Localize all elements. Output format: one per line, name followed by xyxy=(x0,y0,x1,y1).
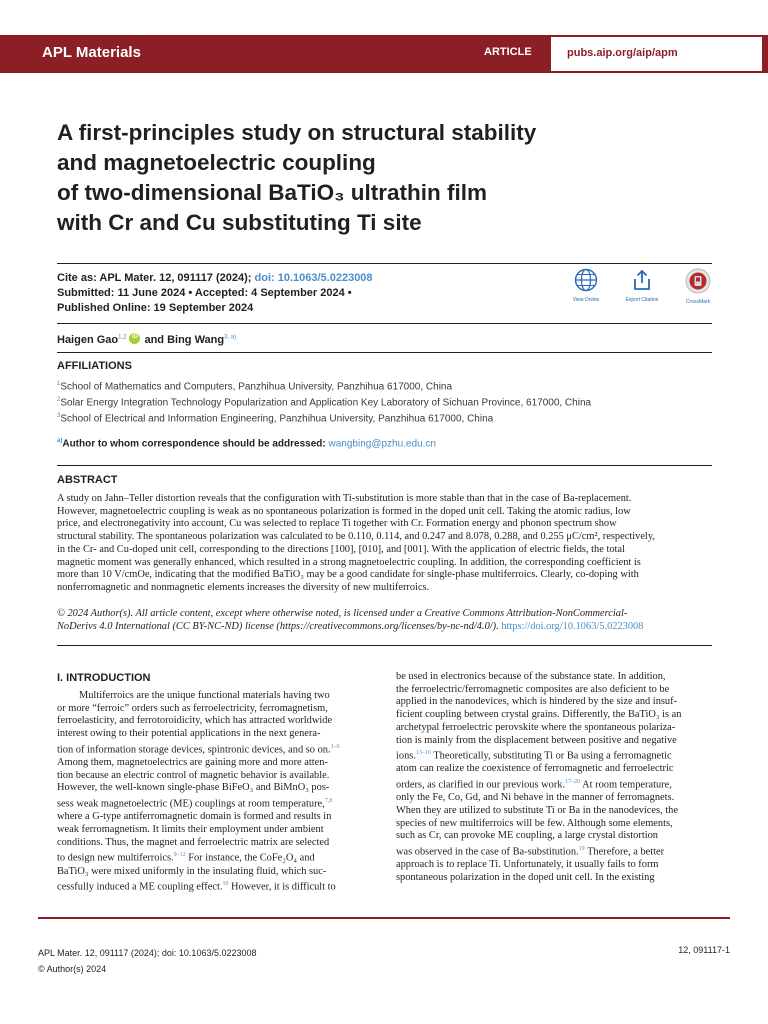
intro-left-column: Multiferroics are the unique functional materials having two or more “ferroic” orders such as ferroelectricity, ferromagnetism, ferroelasticity, and ferrotoroidicity, which has attracted worldwide interest owing to their potential applications in the next genera- tion of information storage devices, spintronic devices, and so on.$^{1-6}$ Among them, magnetoelectrics are gaining more and more atten- tion because an electric control of magnetic behavior is available. However, the well-known single-phase BiFeO₃ and BiMnO₃ pos- sess weak magnetoelectric (ME) couplings at room temperature,$^{7,8}$ where a G-type antiferromagnetic domain is formed and results in weak ferromagnetism. It limits their employment under ambient conditions. Thus, the magnet and ferroelectric matrix are selected to design new multiferroics.$^{9-12}$ For instance, the CoFe₂O₄ and BaTiO₃ were mixed uniformly in the insulating fluid, which suc- cessfully induced a ME coupling effect.$^{10}$ However, it is difficult to xyxy=(57,690,340,893)
abstract-heading: ABSTRACT xyxy=(57,474,118,486)
introduction-heading: I. INTRODUCTION xyxy=(57,672,151,684)
citation-block xyxy=(57,271,373,316)
license-statement: © 2024 Author(s). All article content, except where otherwise noted, is licensed under a Creative Commons Attribution-NonCommercial- NoDerivs 4.0 International (CC BY-NC-ND) license (https://creativecommons.org/licenses/by-nc-nd/4.0/). https://doi.org/10.1063/5.0223008 xyxy=(57,608,644,632)
author-list xyxy=(57,333,236,346)
export-citation-label: Export Citation xyxy=(625,297,659,303)
crossmark-button[interactable] xyxy=(667,268,729,305)
orcid-icon[interactable]: iD xyxy=(129,333,140,344)
divider xyxy=(57,465,712,466)
reference-link[interactable]: 13–16 xyxy=(415,750,431,757)
title-line: of two-dimensional BaTiO₃ ultrathin film xyxy=(57,180,487,205)
title-line: and magnetoelectric coupling xyxy=(57,150,376,175)
page-number: 12, 091117-1 xyxy=(678,945,730,955)
dates-line: Submitted: 11 June 2024 • Accepted: 4 September 2024 • xyxy=(57,287,352,299)
export-icon xyxy=(630,268,654,292)
view-online-button[interactable] xyxy=(555,268,617,303)
article-doi-link[interactable]: https://doi.org/10.1063/5.0223008 xyxy=(501,620,644,632)
journal-url-link[interactable]: pubs.aip.org/aip/apm xyxy=(567,47,678,59)
affiliation-item: $^3$School of Electrical and Information Engineering, Panzhihua University, Panzhihua 617000, China xyxy=(57,413,494,425)
title-line: A first-principles study on structural stability xyxy=(57,120,537,145)
affiliations-heading: AFFILIATIONS xyxy=(57,360,132,372)
author-affiliation-marker: 3, a) xyxy=(224,334,237,341)
article-type-label: ARTICLE xyxy=(484,46,532,58)
reference-link[interactable]: 9–12 xyxy=(173,852,186,859)
export-citation-button[interactable] xyxy=(611,268,673,303)
footer-copyright: © Author(s) 2024 xyxy=(38,964,107,974)
journal-header-bar xyxy=(0,35,768,73)
intro-right-column: be used in electronics because of the substance state. In addition, the ferroelectric/ferromagnetic composites are also deficient to be applied in the nanodevices, which is hindered by the size and insuf- ficient coupling between crystal grains. Differently, the BaTiO₃ is an archetypal ferroelectric perovskite where the spontaneous polariza- tion is mainly from the displacement between positive and negative ions.$^{13-16}$ Theoretically, substituting Ti or Ba using a ferromagnetic atom can realize the coexistence of ferromagnetic and ferroelectric orders, as clarified in our previous work.$^{17-20}$ At room temperature, only the Fe, Co, Gd, and Ni behave in the manner of ferromagnets. When they are utilized to substitute Ti or Ba in the nanodevices, the species of new multiferroics will be few. Although some elements, such as Cr, can provoke ME coupling, a large crystal distortion was observed in the case of Ba-substitution.$^{19}$ Therefore, a better approach is to replace Ti. Unfortunately, it usually fails to form spontaneous polarization in the doped unit cell. In the existing xyxy=(396,671,682,883)
view-online-label: View Online xyxy=(572,297,600,303)
reference-link[interactable]: 17–20 xyxy=(565,779,581,786)
correspondence-line: $^{a)}$Author to whom correspondence should be addressed: wangbing@pzhu.edu.cn xyxy=(57,438,436,450)
article-title xyxy=(57,118,697,238)
author-name[interactable]: and Bing Wang xyxy=(144,334,225,346)
abstract-body: A study on Jahn–Teller distortion reveals that the configuration with Ti-substitution is more stable than that in the case of Ba-replacement. However, magnetoelectric coupling is weak as no spontaneous polarization is formed in the doped unit cell. Taking the atomic radius, low price, and electronegativity into account, Cu was selected to replace Ti together with Cr. Formation energy and phonon spectrum show structural stability. The spontaneous polarization was calculated to be 0.110, 0.114, and 0.247 and 8.078, 0.288, and 0.255 μC/cm², respectively, in the Cr- and Cu-doped unit cell, corresponding to the directions [100], [010], and [001]. With the application of electric fields, the total magnetic moment was generally enhanced, which resulted in a strong magnetoelectric coupling. In addition, the corresponding coefficient is more than 10 V/cmOe, indicating that the modified BaTiO₃ may be a good candidate for single-phase multiferroics. Clearly, co-doping with nonferromagnetic and nonmagnetic elements increases the diversity of new multiferroics. xyxy=(57,493,655,593)
author-affiliation-marker: 1,2 xyxy=(118,334,127,341)
correspondence-email-link[interactable]: wangbing@pzhu.edu.cn xyxy=(328,438,436,450)
divider xyxy=(57,645,712,646)
correspondence-label: Author to whom correspondence should be addressed: xyxy=(62,438,326,450)
divider xyxy=(57,263,712,264)
crossmark-label: CrossMark xyxy=(685,299,711,305)
reference-link[interactable]: 1–6 xyxy=(330,743,340,750)
divider xyxy=(57,323,712,324)
reference-link[interactable]: 19 xyxy=(578,846,585,853)
crossmark-icon xyxy=(685,268,711,294)
journal-url-box xyxy=(551,37,762,71)
doi-link[interactable]: doi: 10.1063/5.0223008 xyxy=(254,272,373,284)
journal-name[interactable]: APL Materials xyxy=(42,44,141,61)
cite-as-text: Cite as: APL Mater. 12, 091117 (2024); xyxy=(57,272,252,284)
footer-divider xyxy=(38,917,730,919)
title-line: with Cr and Cu substituting Ti site xyxy=(57,210,422,235)
affiliation-item: $^2$Solar Energy Integration Technology Popularization and Application Key Laboratory of Sichuan Province, 617000, China xyxy=(57,397,592,409)
globe-icon xyxy=(574,268,598,292)
affiliation-item: $^1$School of Mathematics and Computers, Panzhihua University, Panzhihua 617000, China xyxy=(57,381,453,393)
published-line: Published Online: 19 September 2024 xyxy=(57,302,254,314)
footer-citation xyxy=(38,945,257,977)
author-name[interactable]: Haigen Gao xyxy=(57,334,119,346)
reference-link[interactable]: 10 xyxy=(222,881,229,888)
footer-cite-text: APL Mater. 12, 091117 (2024); doi: 10.1063/5.0223008 xyxy=(38,948,257,958)
reference-link[interactable]: 7,8 xyxy=(324,798,333,805)
divider xyxy=(57,352,712,353)
